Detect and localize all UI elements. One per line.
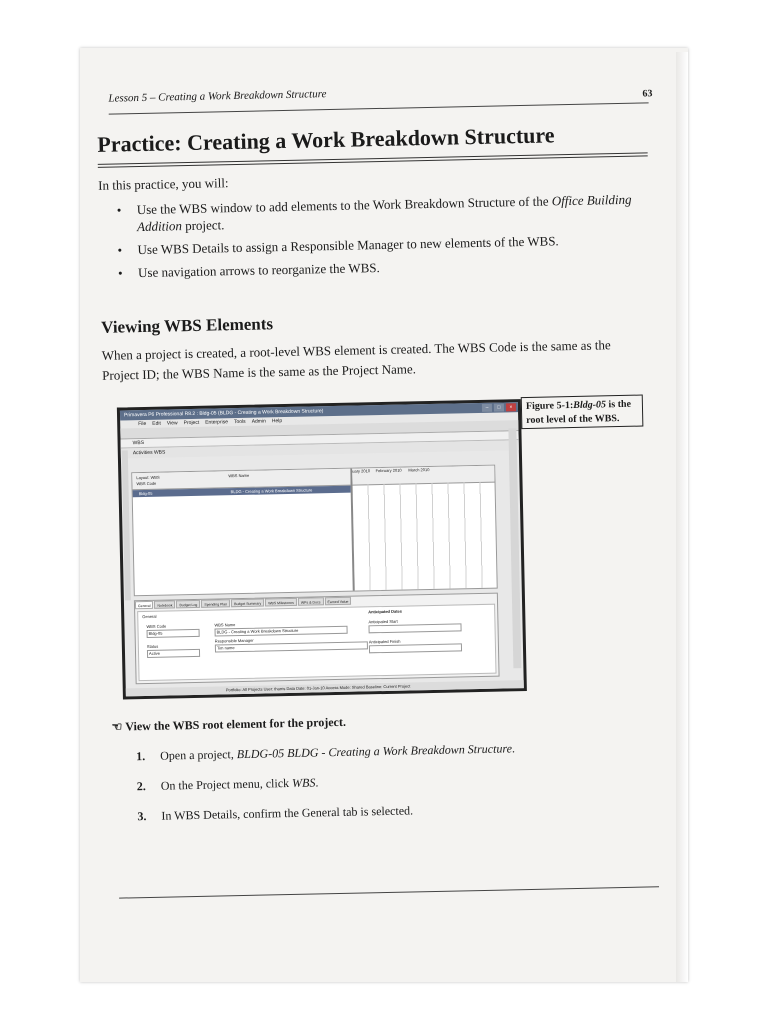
- section-heading: Viewing WBS Elements: [100, 314, 274, 337]
- bullet-item: • Use the WBS window to add elements to the Work Breakdown Structure of the Office Building Addition project.: [116, 191, 632, 235]
- figure-caption: Figure 5-1:Bldg-05 is the root level of the WBS.: [521, 395, 644, 430]
- left-toolbar: [122, 450, 131, 600]
- wbs-table: [132, 469, 355, 596]
- paper-edge: [676, 52, 688, 982]
- gantt-chart: [353, 482, 497, 591]
- page-number: 63: [642, 88, 653, 100]
- close-icon: ×: [506, 403, 516, 411]
- figure-screenshot: [117, 399, 527, 699]
- procedure-heading: ☜ View the WBS root element for the project.: [111, 714, 347, 734]
- right-toolbar: [508, 428, 521, 668]
- general-tab-body: General Anticipated Dates WBS Code Bldg-05 WBS Name BLDG - Creating a Work Breakdown Structure Anticipated Start Status Active Responsible Manager Tim name Anticipated Finish: [137, 604, 496, 681]
- header-rule: [109, 102, 649, 114]
- running-head: Lesson 5 – Creating a Work Breakdown Structure: [108, 88, 327, 105]
- minimize-icon: –: [482, 404, 492, 412]
- bullet-item: • Use navigation arrows to reorganize the WBS.: [117, 260, 380, 281]
- footer-rule: [119, 886, 659, 898]
- intro-text: In this practice, you will:: [98, 175, 229, 193]
- table-header: Layout: WBS WBS Code WBS Name: [132, 469, 350, 491]
- step-item: 2. On the Project menu, click WBS.: [136, 775, 319, 794]
- step-item: 3. In WBS Details, confirm the General tab is selected.: [137, 803, 414, 824]
- wbs-details-panel: [134, 593, 500, 685]
- status-bar: Portfolio: All Projects User: tharris Data Date: 01-Jan-10 Access Mode: Shared Baseline: Current Project: [126, 680, 524, 696]
- body-paragraph: When a project is created, a root-level WBS element is created. The WBS Code is the same as the Project ID; the WBS Name is the same as the Project Name.: [101, 337, 611, 383]
- procedure-steps: [136, 741, 517, 839]
- bullet-list: [113, 191, 635, 288]
- gantt-timescale: uary 2010 February 2010 March 2010: [352, 466, 494, 486]
- window-title-bar: Primavera P6 Professional R8.2 : Bldg-05 (BLDG - Creating a Work Breakdown Structure) – □ ×: [120, 402, 518, 420]
- hand-pointer-icon: ☜: [111, 719, 123, 734]
- wbs-window-tab: WBS: [121, 431, 519, 448]
- details-tabs: General Notebook Budget Log Spending Plan Budget Summary WBS Milestones WPs & Docs Earned Value: [135, 594, 497, 610]
- maximize-icon: □: [494, 403, 504, 411]
- page-title: Practice: Creating a Work Breakdown Structure: [97, 122, 555, 157]
- filter-bar: Activities WBS: [121, 440, 519, 458]
- bullet-item: • Use WBS Details to assign a Responsible Manager to new elements of the WBS.: [117, 233, 559, 258]
- step-item: 1. Open a project, BLDG-05 BLDG - Creating a Work Breakdown Structure.: [136, 741, 516, 764]
- document-page: [92, 68, 669, 920]
- menu-bar: File Edit View Project Enterprise Tools Admin Help: [138, 418, 283, 428]
- table-row: Bldg-05 BLDG - Creating a Work Breakdown Structure: [133, 486, 351, 498]
- wbs-grid: [131, 465, 498, 597]
